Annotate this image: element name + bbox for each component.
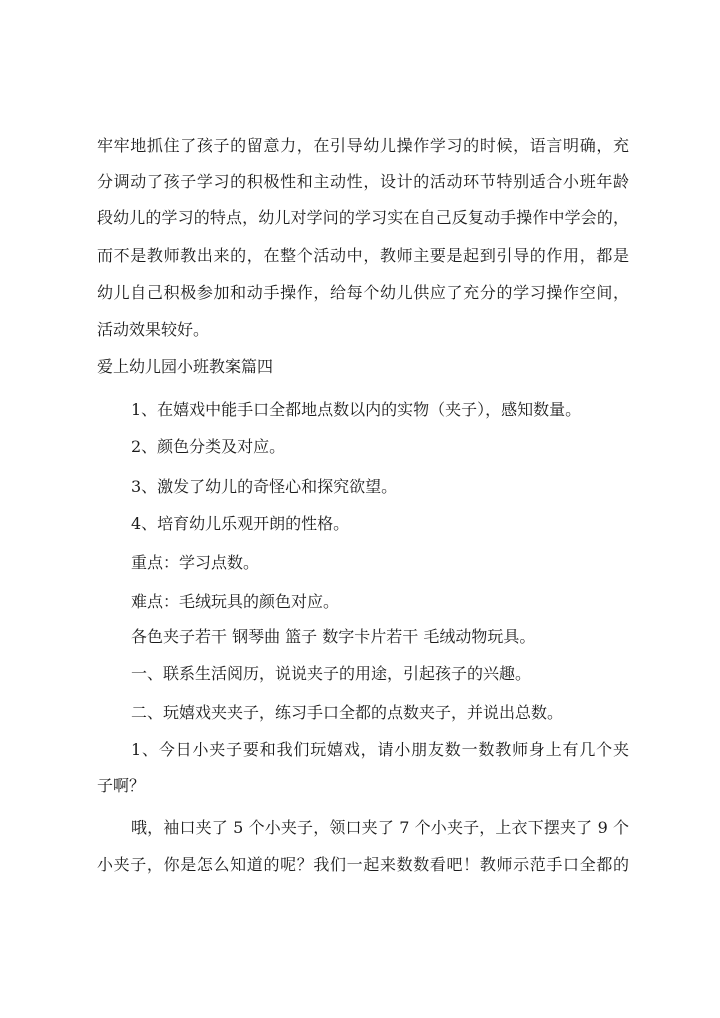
materials: 各色夹子若干 钢琴曲 篮子 数字卡片若干 毛绒动物玩具。: [131, 627, 536, 646]
step-2: 二、玩嬉戏夹夹子，练习手口全都的点数夹子，并说出总数。: [131, 703, 564, 722]
difficult-point: 难点：毛绒玩具的颜色对应。: [131, 592, 340, 611]
objective-2: 2、颜色分类及对应。: [131, 437, 286, 456]
paragraph-line-3: 段幼儿的学习的特点，幼儿对学问的学习实在自己反复动手操作中学会的，: [97, 208, 629, 227]
section-heading: 爱上幼儿园小班教案篇四: [97, 357, 274, 376]
objective-1: 1、在嬉戏中能手口全都地点数以内的实物（夹子），感知数量。: [131, 400, 582, 419]
paragraph-line-5: 幼儿自己积极参加和动手操作，给每个幼儿供应了充分的学习操作空间，: [97, 283, 629, 302]
paragraph-line-4: 而不是教师教出来的，在整个活动中，教师主要是起到引导的作用，都是: [97, 246, 629, 265]
paragraph-line-1: 牢牢地抓住了孩子的留意力，在引导幼儿操作学习的时候，语言明确，充: [97, 136, 629, 155]
key-point: 重点：学习点数。: [131, 553, 260, 572]
objective-4: 4、培育幼儿乐观开朗的性格。: [131, 514, 350, 533]
objective-3: 3、激发了幼儿的奇怪心和探究欲望。: [131, 477, 398, 496]
paragraph-line-6: 活动效果较好。: [97, 320, 210, 339]
dialogue-line-2: 小夹子，你是怎么知道的呢？我们一起来数数看吧！教师示范手口全都的: [97, 855, 629, 874]
dialogue-line-1: 哦，袖口夹了 5 个小夹子，领口夹了 7 个小夹子，上衣下摆夹了 9 个: [131, 818, 629, 837]
paragraph-line-2: 分调动了孩子学习的积极性和主动性，设计的活动环节特别适合小班年龄: [97, 172, 629, 191]
step-2-1-line-1: 1、今日小夹子要和我们玩嬉戏，请小朋友数一数教师身上有几个夹: [131, 740, 629, 759]
step-1: 一、联系生活阅历，说说夹子的用途，引起孩子的兴趣。: [131, 664, 532, 683]
step-2-1-line-2: 子啊？: [97, 776, 146, 795]
